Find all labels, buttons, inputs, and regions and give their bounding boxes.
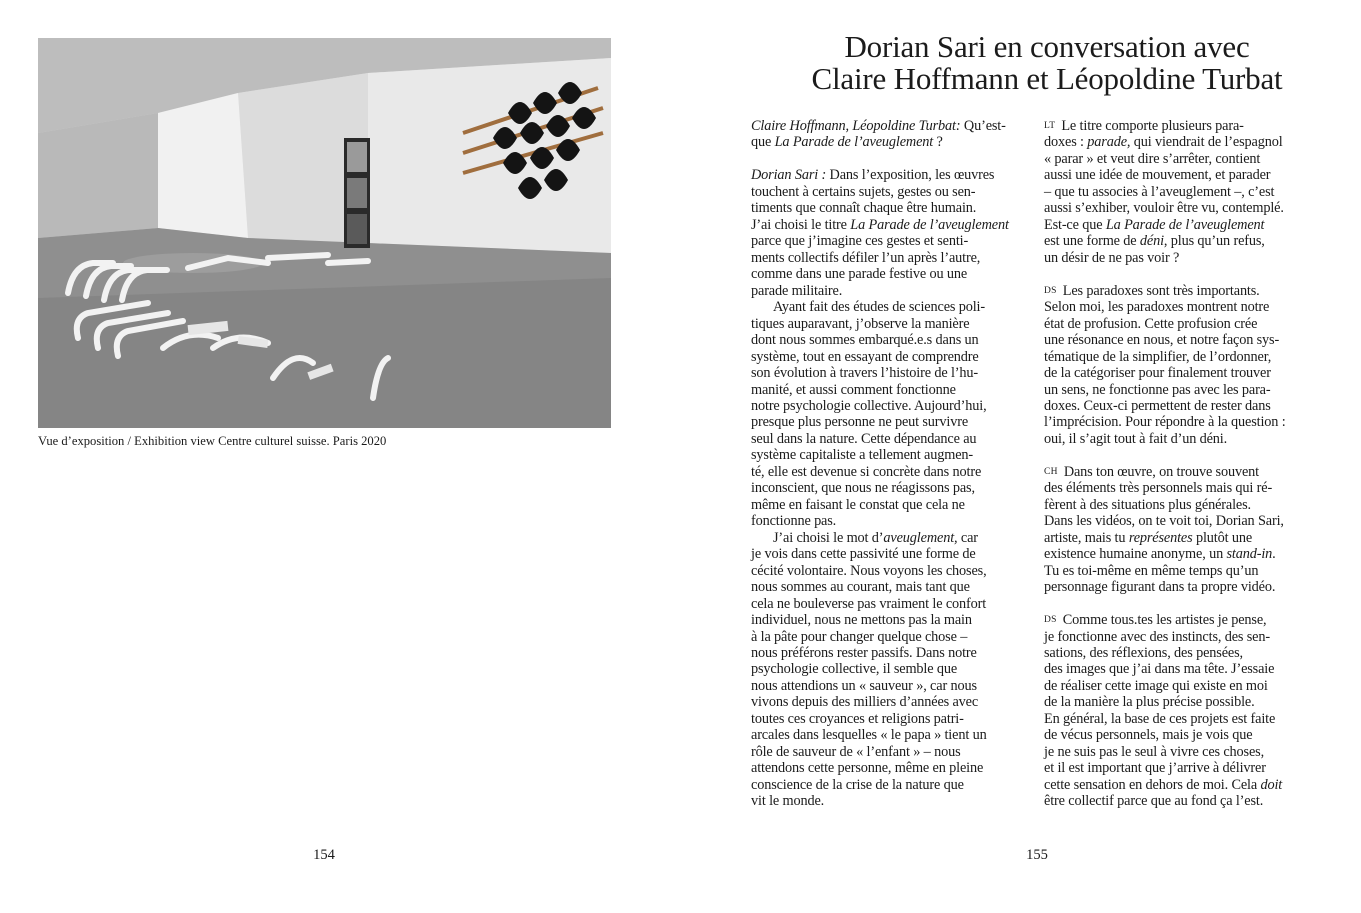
question-2: LT Le titre comporte plusieurs para- doxes : parade, qui viendrait de l’espagnol « parar » et veut dire s’arrêter, contient aussi une idée de mouvement, et parader – que tu associes à l’aveuglement –, c’est aussi s’exhiber, vouloir être vu, contemplé. Est-ce que La Parade de l’aveuglement est une forme de déni, plus qu’un refus, un désir de ne pas voir ?: [1044, 118, 1284, 266]
speaker-initials: LT: [1044, 121, 1056, 131]
page-number-left: 154: [313, 847, 335, 863]
answer-1-para-2: Ayant fait des études de sciences poli- tiques auparavant, j’observe la manière dont nous sommes embarqué.e.s dans un système, tout en essayant de comprendre son évolution à travers l’histoire de l’hu- manité, et aussi comment fonctionne notre psychologie collective. Aujourd’hui, presque plus personne ne peut survivre seul dans la nature. Cette dépendance au système capitaliste a tellement augmen- té, elle est devenue si concrète dans notre inconscient, que nous ne réagissons pas, même en faisant le constat que cela ne fonctionne pas.: [751, 299, 987, 530]
question-1: Claire Hoffmann, Léopoldine Turbat: Qu’est- que La Parade de l’aveuglement ?: [751, 118, 1006, 151]
answer-1-para-3: J’ai choisi le mot d’aveuglement, car je vois dans cette passivité une forme de cécité volontaire. Nous voyons les choses, nous sommes au courant, mais tant que cela ne bouleverse pas vraiment le confort individuel, nous ne mettons pas la main à la pâte pour changer quelque chose – nous préférons rester passifs. Dans notre psychologie collective, il semble que nous attendions un « sauveur », car nous vivons depuis des milliers d’années avec toutes ces croyances et religions patri- arcales dans lesquelles « le papa » tient un rôle de sauveur de « l’enfant » – nous attendons cette personne, même en pleine conscience de la crise de la nature que vit le monde.: [751, 529, 987, 810]
exhibition-photo: [38, 38, 611, 428]
speaker-label: Claire Hoffmann, Léopoldine Turbat:: [751, 118, 961, 134]
left-page: [0, 0, 680, 913]
page-number-right: 155: [1026, 847, 1048, 863]
text-column-right: [1044, 118, 1334, 810]
answer-1: Dorian Sari : Dans l’exposition, les œuvres touchent à certains sujets, gestes ou sen- timents que connaît chaque être humain. J’ai choisi le titre La Parade de l’aveuglement parce que j’imagine ces gestes et senti- ments collectifs défiler l’un après l’autre, comme dans une parade festive ou une parade militaire.: [751, 167, 1009, 299]
speaker-initials: DS: [1044, 615, 1057, 626]
speaker-initials: DS: [1044, 285, 1057, 296]
text-column-left: [751, 118, 1041, 810]
title-line-1: Dorian Sari en conversation avec: [844, 29, 1250, 64]
answer-2: DS Les paradoxes sont très importants. Selon moi, les paradoxes montrent notre état de profusion. Cette profusion crée une résonance en nous, et notre façon sys- tématique de la simplifier, de l’ordonner, de la catégoriser pour finalement trouver un sens, ne fonctionne pas avec les para- doxes. Ceux-ci permettent de rester dans l’imprécision. Pour répondre à la question : oui, il s’agit tout à fait d’un déni.: [1044, 282, 1286, 447]
speaker-label: Dorian Sari :: [751, 167, 827, 184]
article-title: [760, 31, 1334, 95]
question-3: CH Dans ton œuvre, on trouve souvent des éléments très personnels mais qui ré- fèrent à des situations plus générales. Dans les vidéos, on te voit toi, Dorian Sari, artiste, mais tu représentes plutôt une existence humaine anonyme, un stand-in. Tu es toi-même en même temps qu’un personnage figurant dans ta propre vidéo.: [1044, 463, 1284, 596]
photo-caption: Vue d’exposition / Exhibition view Centre culturel suisse. Paris 2020: [38, 434, 387, 448]
title-line-2: Claire Hoffmann et Léopoldine Turbat: [811, 61, 1283, 96]
answer-3: DS Comme tous.tes les artistes je pense, je fonctionne avec des instincts, des sen- sations, des réflexions, des pensées, des images que j’ai dans ma tête. J’essaie de réaliser cette image qui existe en moi de la manière la plus précise possible. En général, la base de ces projets est faite de vécus personnels, mais je vois que je ne suis pas le seul à vivre ces choses, et il est important que j’arrive à délivrer cette sensation en dehors de moi. Cela doit être collectif parce que au fond ça l’est.: [1044, 612, 1283, 810]
right-page: [680, 0, 1361, 913]
speaker-initials: CH: [1044, 466, 1058, 477]
